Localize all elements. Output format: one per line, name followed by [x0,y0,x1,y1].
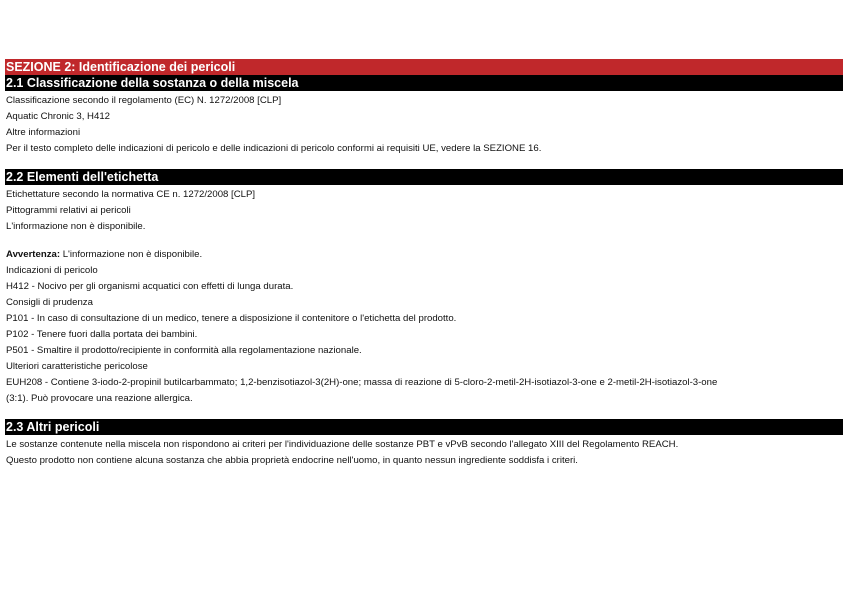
subsection-2-3-body [5,437,843,469]
subsection-2-2-body [5,187,843,407]
section-title: SEZIONE 2: Identificazione dei pericoli [6,60,236,74]
signal-word-value: L'informazione non è disponibile. [60,249,203,260]
precautionary-statement-p102: P102 - Tenere fuori dalla portata dei bambini. [6,329,198,340]
subsection-2-2-title: 2.2 Elementi dell'etichetta [6,170,159,184]
sds-section-2 [5,59,843,469]
additional-hazards-heading: Ulteriori caratteristiche pericolose [6,361,148,372]
subsection-2-1-title-bar [5,75,843,91]
hazard-statements-heading: Indicazioni di pericolo [6,265,98,276]
endocrine-statement: Questo prodotto non contiene alcuna sostanza che abbia proprietà endocrine nell'uomo, in quanto nessun ingrediente soddisfa i criteri. [6,455,578,466]
labelling-regulation: Etichettature secondo la normativa CE n. 1272/2008 [CLP] [6,189,256,200]
subsection-2-2-title-bar [5,169,843,185]
euh208-statement-line-2: (3:1). Può provocare una reazione allergica. [6,393,193,404]
pbt-vpvb-statement: Le sostanze contenute nella miscela non rispondono ai criteri per l'individuazione delle sostanze PBT e vPvB secondo l'allegato XIII del Regolamento REACH. [6,439,679,450]
precautionary-statement-p101: P101 - In caso di consultazione di un medico, tenere a disposizione il contenitore o l'etichetta del prodotto. [6,313,457,324]
classification-value: Aquatic Chronic 3, H412 [6,111,110,122]
classification-regulation: Classificazione secondo il regolamento (EC) N. 1272/2008 [CLP] [6,95,282,106]
pictograms-heading: Pittogrammi relativi ai pericoli [6,205,131,216]
signal-word-label: Avvertenza: [6,249,61,260]
subsection-2-1-body [5,93,843,157]
precautionary-statement-p501: P501 - Smaltire il prodotto/recipiente in conformità alla regolamentazione nazionale. [6,345,362,356]
full-text-reference: Per il testo completo delle indicazioni di pericolo e delle indicazioni di pericolo conformi ai requisiti UE, vedere la SEZIONE 16. [6,143,542,154]
hazard-statement-h412: H412 - Nocivo per gli organismi acquatici con effetti di lunga durata. [6,281,294,292]
subsection-2-1-title: 2.1 Classificazione della sostanza o della miscela [6,76,299,90]
subsection-2-3-title-bar [5,419,843,435]
other-info-heading: Altre informazioni [6,127,81,138]
subsection-2-3-title: 2.3 Altri pericoli [6,420,100,434]
precautionary-statements-heading: Consigli di prudenza [6,297,93,308]
signal-word-line [6,247,843,263]
pictograms-value: L'informazione non è disponibile. [6,221,146,232]
euh208-statement-line-1: EUH208 - Contiene 3-iodo-2-propinil butilcarbammato; 1,2-benzisotiazol-3(2H)-one; massa di reazione di 5-cloro-2-metil-2H-isotiazol-3-one e 2-metil-2H-isotiazol-3-one [6,377,718,388]
section-title-bar [5,59,843,75]
